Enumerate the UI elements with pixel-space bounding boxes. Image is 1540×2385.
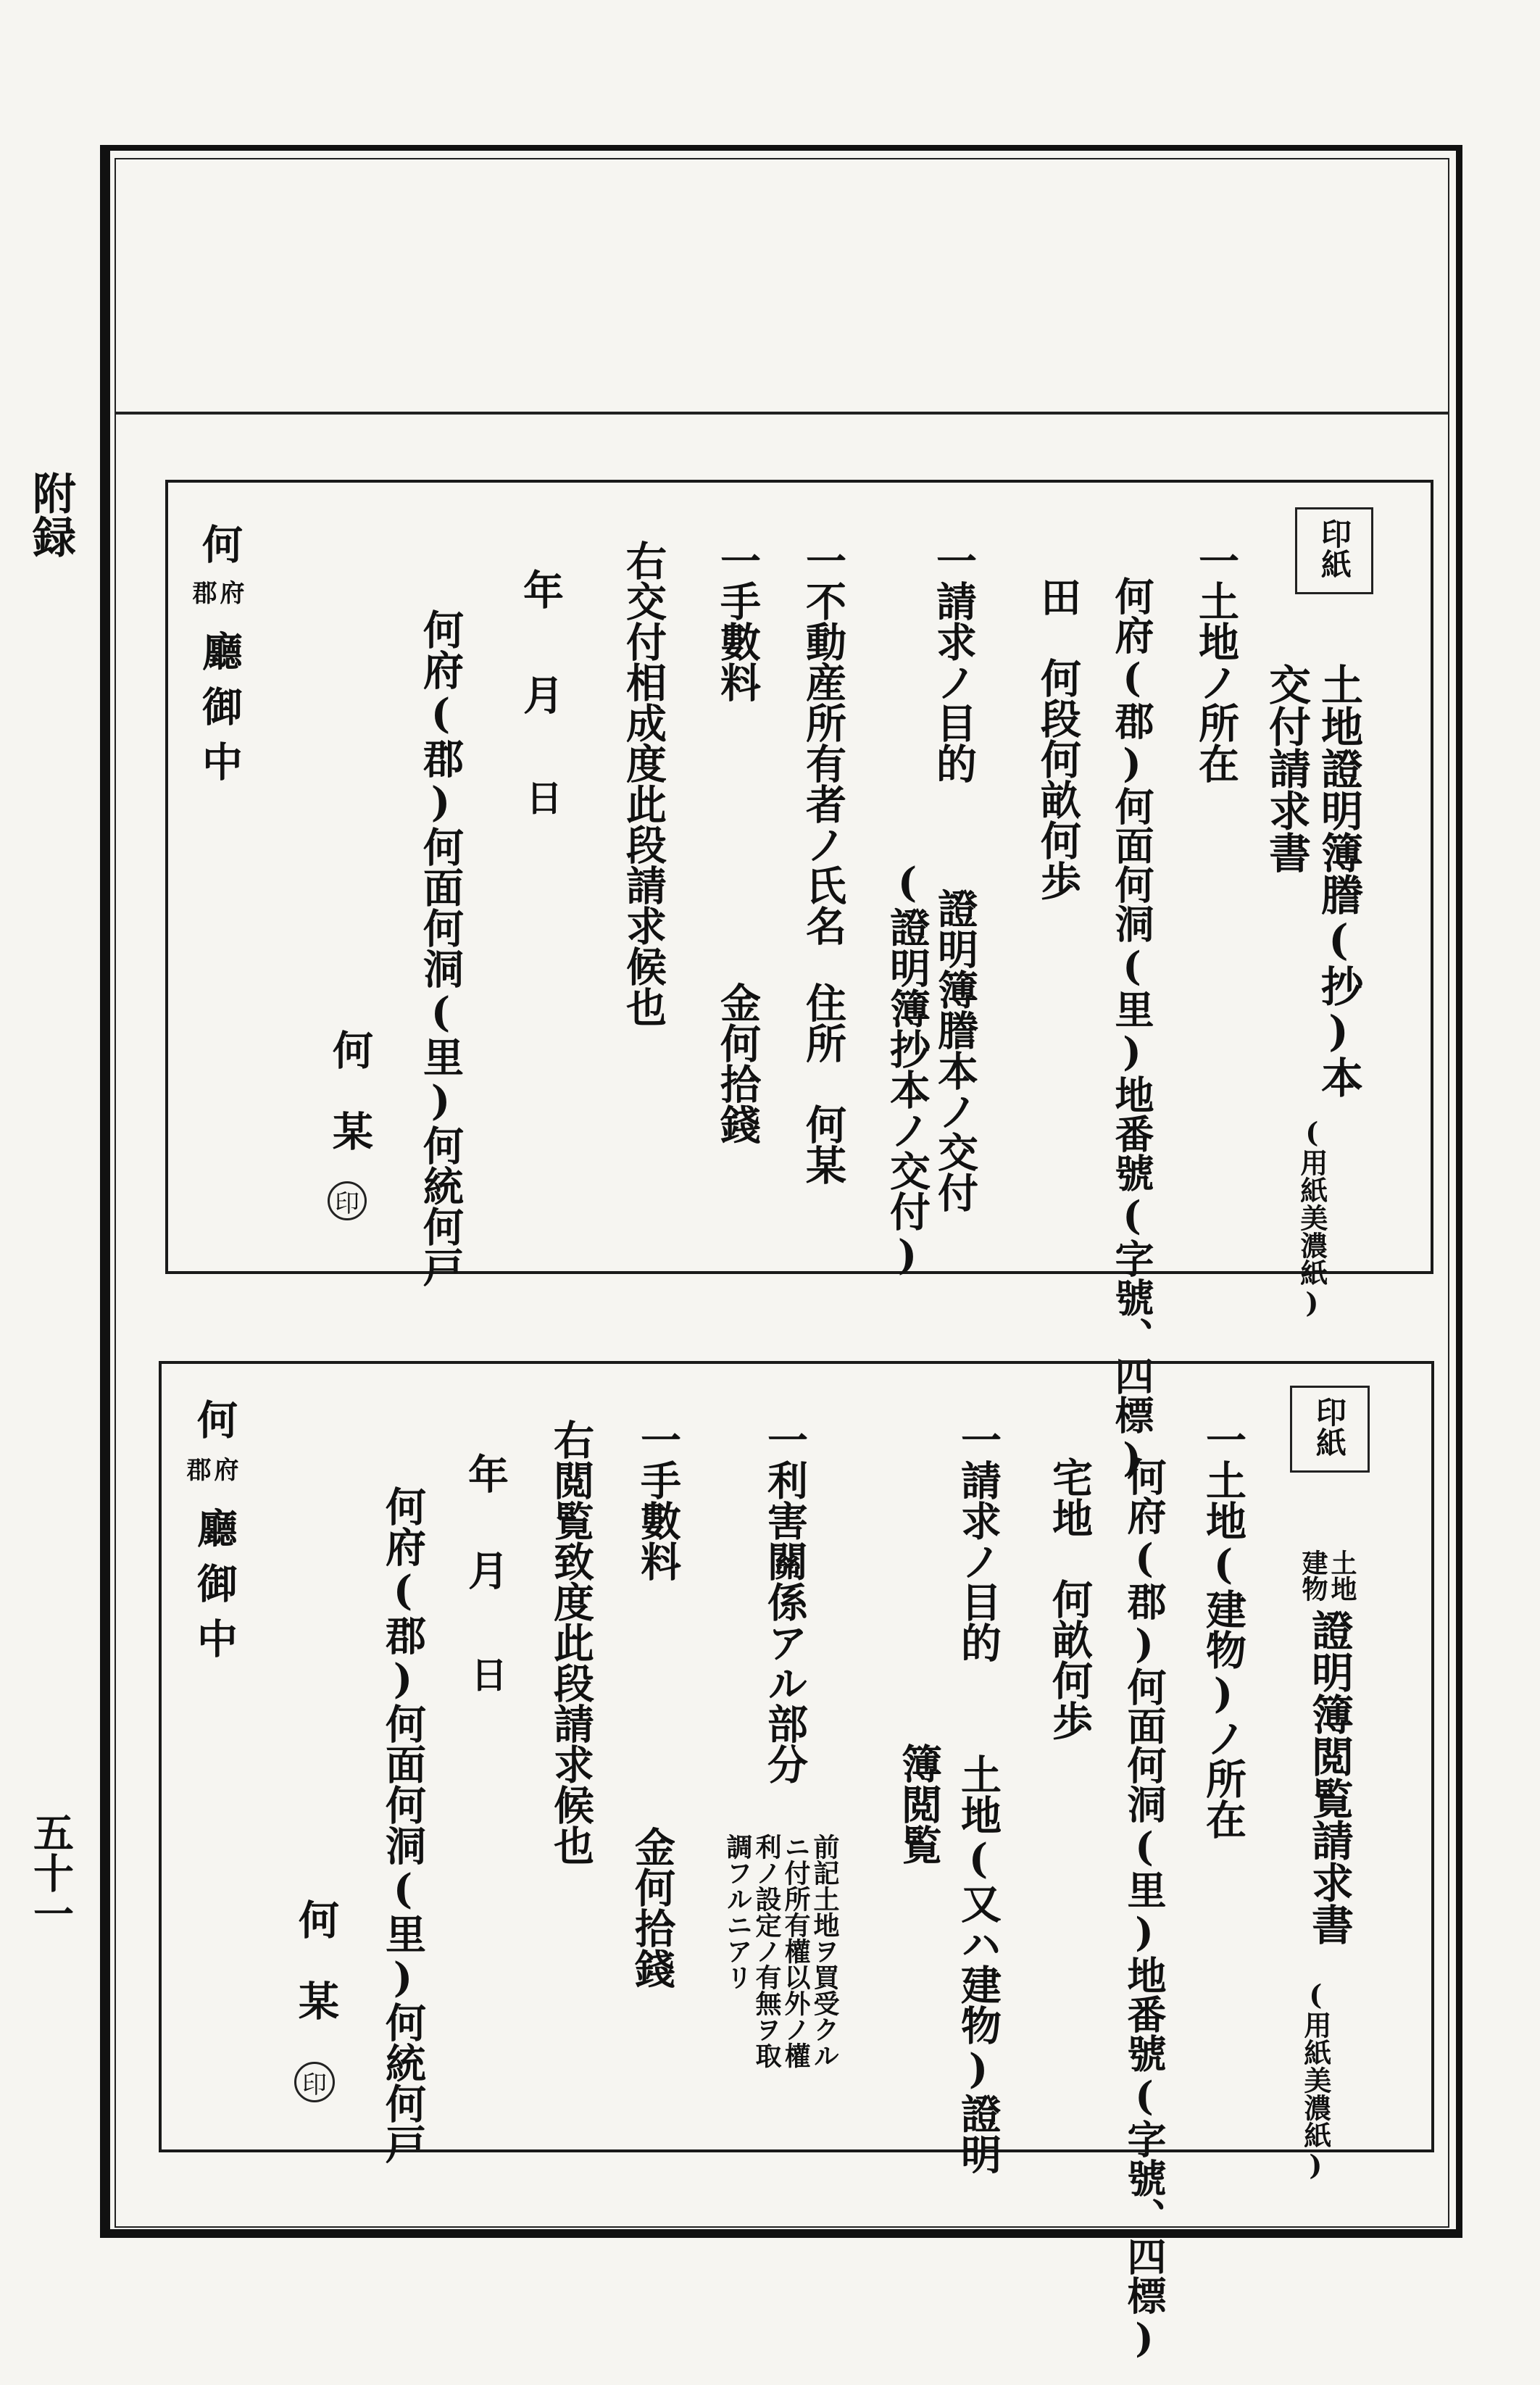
form1-location-area: 田 何段何畝何歩 [1034, 576, 1082, 901]
appendix-label: 附録 [25, 471, 76, 558]
form2-title-prefix-building: 建物 [1298, 1549, 1328, 1602]
form2-fee-heading: 一手數料 [634, 1419, 682, 1581]
form2-interest-note1: 前記土地ヲ買受クル [809, 1834, 840, 2068]
form1-stamp-label: 印紙 [1317, 518, 1352, 579]
form2-paper-note: (用紙美濃紙) [1299, 1978, 1332, 2181]
header-divider [116, 412, 1448, 415]
form1-applicant-address: 何府(郡)何面何洞(里)何統何戸 [417, 609, 465, 1287]
form1-title-line2: 交付請求書 [1262, 663, 1311, 873]
form1-date-month: 月 [517, 674, 565, 715]
form1-purpose-heading: 一請求ノ目的 [930, 540, 978, 783]
form2-date-day: 日 [465, 1656, 508, 1692]
form2-purpose-heading: 一請求ノ目的 [954, 1419, 1002, 1662]
form2-location-address: 何府(郡)何面何洞(里)地番號(字號、四標) [1121, 1457, 1168, 2361]
form2-applicant-name: 何 某 [292, 1899, 340, 2020]
form2-interest-note2: ニ付所有權以外ノ權 [781, 1834, 811, 2068]
form2-applicant-address: 何府(郡)何面何洞(里)何統何戸 [379, 1486, 427, 2164]
form2-date-year: 年 [462, 1453, 509, 1494]
form2-seal-icon: 印 [294, 2062, 335, 2102]
form1-fee-value: 金何拾錢 [714, 982, 762, 1144]
form1-date-day: 日 [520, 779, 563, 815]
form1-dest-name: 何 [196, 523, 244, 564]
form2-interest-note3: 利ノ設定ノ有無ヲ取 [752, 1834, 782, 2068]
form2-dest-office: 廳御中 [191, 1507, 238, 1673]
form2-interest-heading: 一利害關係アル部分 [761, 1419, 809, 1784]
form1-stamp-box [1295, 507, 1373, 594]
form1-applicant-name: 何 某 [326, 1029, 374, 1151]
form1-dest-fu: 府 [215, 580, 244, 604]
form2-purpose-value2: 簿閲覧 [895, 1743, 943, 1865]
form2-purpose-value1: 土地(又ハ建物)證明 [954, 1754, 1002, 2174]
page-number: 五十一 [27, 1812, 75, 1934]
form1-owner-value: 住所 何某 [799, 982, 847, 1185]
form1-title-line1: 土地證明簿謄(抄)本 [1314, 663, 1363, 1098]
form1-owner-heading: 一不動産所有者ノ氏名 [799, 540, 847, 946]
form2-closing-sentence: 右閲覧致度此段請求候也 [547, 1419, 595, 1865]
form2-interest-note4: 調フルニアリ [723, 1834, 753, 1990]
form2-location-area: 宅地 何畝何歩 [1046, 1457, 1094, 1741]
form2-dest-name: 何 [191, 1399, 238, 1439]
form2-dest-gun: 郡 [182, 1457, 211, 1481]
form2-location-heading: 一土地(建物)ノ所在 [1199, 1419, 1247, 1839]
form2-date-month: 月 [462, 1549, 509, 1590]
form1-dest-gun: 郡 [188, 580, 217, 604]
form2-fee-value: 金何拾錢 [628, 1826, 676, 1989]
form1-fee-heading: 一手數料 [714, 540, 762, 702]
form2-title-main: 證明簿閲覧請求書 [1304, 1609, 1354, 1945]
form1-seal-icon: 印 [328, 1181, 367, 1220]
form1-date-year: 年 [517, 569, 565, 609]
form1-purpose-value2: (證明簿抄本ノ交付) [883, 859, 931, 1279]
form2-stamp-box [1290, 1386, 1370, 1473]
form1-paper-note: (用紙美濃紙) [1295, 1116, 1328, 1319]
form2-stamp-label: 印紙 [1312, 1397, 1347, 1457]
form1-dest-office: 廳御中 [196, 630, 244, 796]
form2-dest-fu: 府 [209, 1457, 238, 1481]
form1-purpose-value1: 證明簿謄本ノ交付 [931, 888, 979, 1212]
form1-location-heading: 一土地ノ所在 [1192, 540, 1240, 783]
form1-location-address: 何府(郡)何面何洞(里)地番號(字號、四標) [1109, 576, 1155, 1481]
form1-closing-sentence: 右交付相成度此段請求候也 [620, 540, 667, 1027]
form2-title-prefix-land: 土地 [1327, 1549, 1357, 1602]
